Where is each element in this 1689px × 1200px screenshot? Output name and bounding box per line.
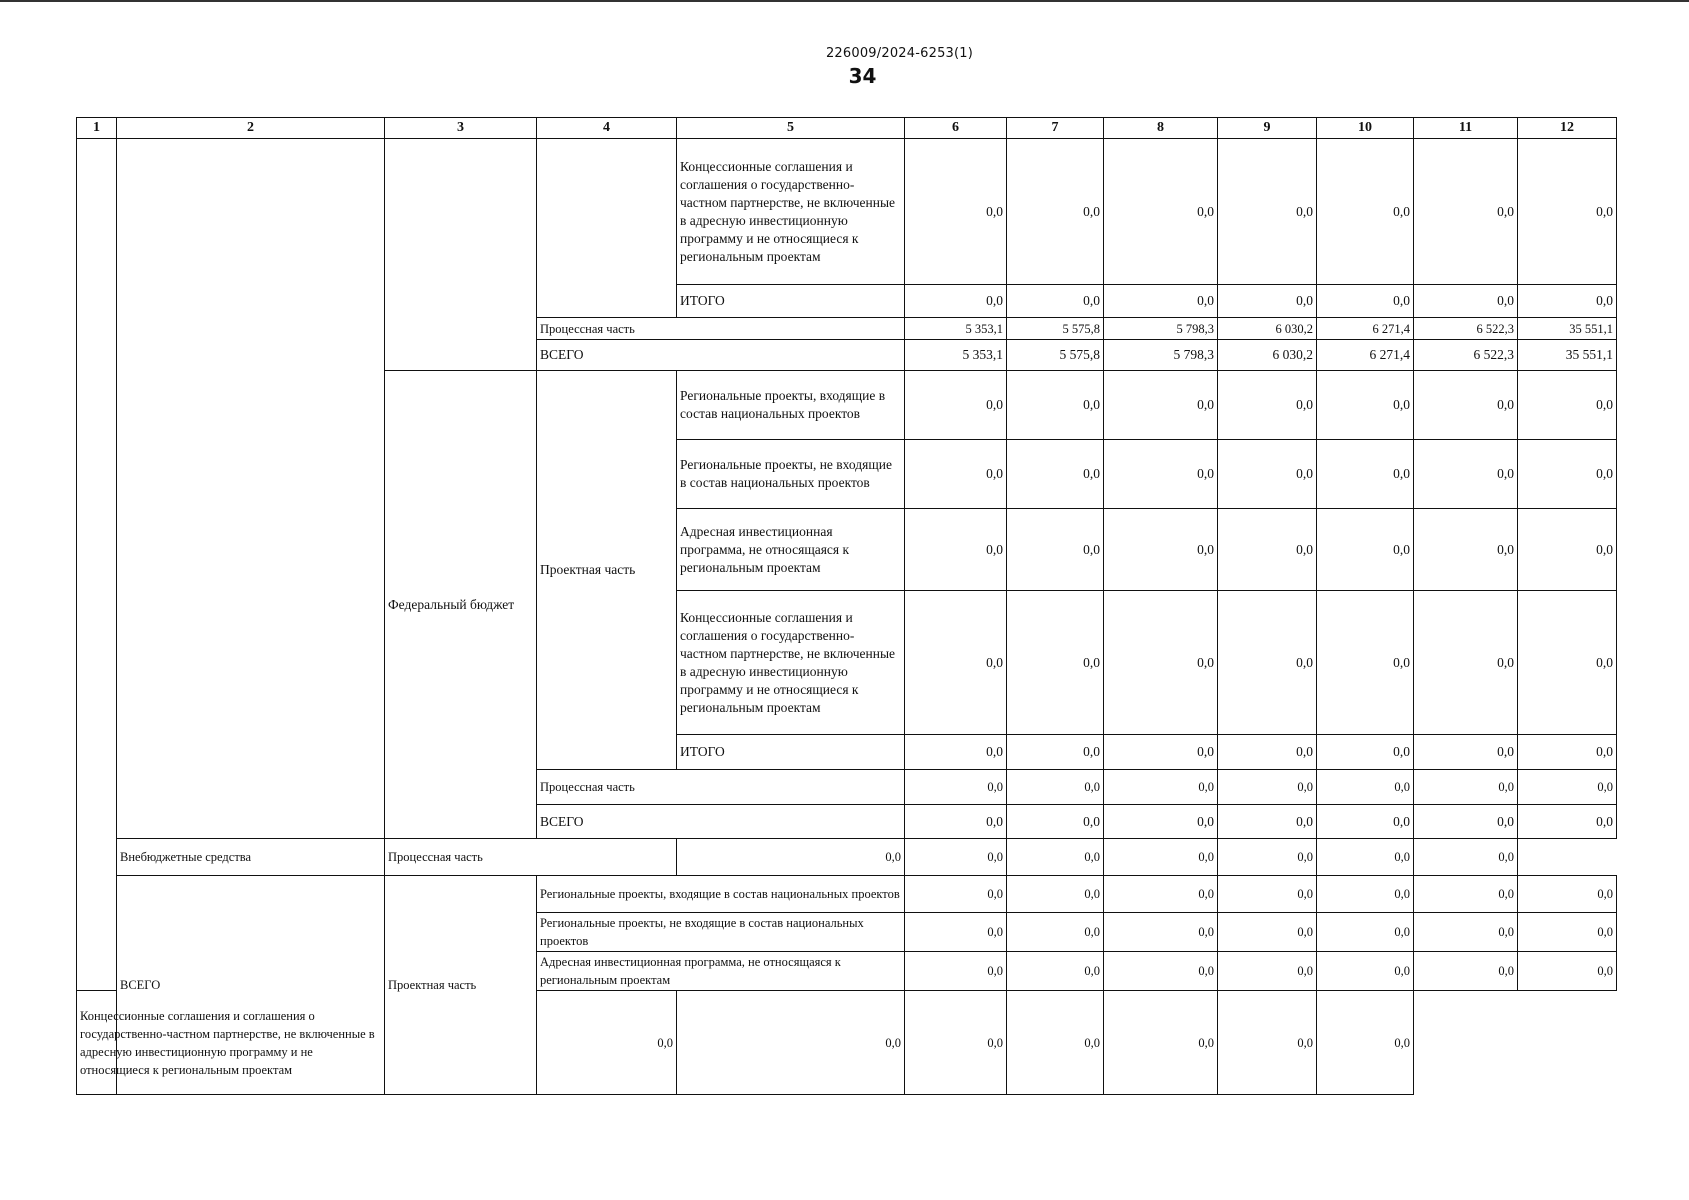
row-label: Процессная часть — [385, 839, 677, 876]
value-cell: 0,0 — [1218, 991, 1317, 1095]
value-cell: 0,0 — [905, 440, 1007, 509]
column-header: 5 — [677, 118, 905, 139]
table-cell — [385, 139, 537, 371]
value-cell: 0,0 — [905, 991, 1007, 1095]
row-label: Адресная инвестиционная программа, не относящаяся к региональным проектам — [537, 952, 905, 991]
value-cell: 0,0 — [1218, 591, 1317, 735]
value-cell: 0,0 — [537, 991, 677, 1095]
value-cell: 0,0 — [905, 952, 1007, 991]
value-cell: 0,0 — [1518, 591, 1617, 735]
value-cell: 6 522,3 — [1414, 318, 1518, 340]
value-cell: 0,0 — [1007, 591, 1104, 735]
value-cell: 6 030,2 — [1218, 318, 1317, 340]
value-cell: 0,0 — [1104, 913, 1218, 952]
value-cell: 0,0 — [905, 735, 1007, 770]
value-cell: 35 551,1 — [1518, 318, 1617, 340]
value-cell: 0,0 — [1518, 735, 1617, 770]
value-cell: 0,0 — [1414, 876, 1518, 913]
value-cell: 5 798,3 — [1104, 318, 1218, 340]
value-cell: 0,0 — [1317, 285, 1414, 318]
value-cell: 0,0 — [1317, 991, 1414, 1095]
row-label: Адресная инвестиционная программа, не относящаяся к региональным проектам — [677, 509, 905, 591]
row-label: ВСЕГО — [537, 805, 905, 839]
value-cell: 0,0 — [1104, 876, 1218, 913]
value-cell: 0,0 — [1104, 991, 1218, 1095]
value-cell: 0,0 — [1414, 839, 1518, 876]
grand-total-label: ВСЕГО — [117, 876, 385, 1095]
column-header: 10 — [1317, 118, 1414, 139]
value-cell: 6 271,4 — [1317, 340, 1414, 371]
row-label: Концессионные соглашения и соглашения о государственно-частном партнерстве, не включенные в адресную инвестиционную программу и не относящиеся к региональным проектам — [677, 591, 905, 735]
value-cell: 0,0 — [1414, 913, 1518, 952]
value-cell: 0,0 — [905, 913, 1007, 952]
value-cell: 0,0 — [1218, 285, 1317, 318]
value-cell: 0,0 — [905, 839, 1007, 876]
value-cell: 5 353,1 — [905, 318, 1007, 340]
value-cell: 6 522,3 — [1414, 340, 1518, 371]
value-cell: 0,0 — [1007, 770, 1104, 805]
column-header: 6 — [905, 118, 1007, 139]
column-header: 9 — [1218, 118, 1317, 139]
table-cell — [77, 139, 117, 991]
value-cell: 0,0 — [1007, 139, 1104, 285]
value-cell: 0,0 — [1518, 285, 1617, 318]
value-cell: 0,0 — [905, 805, 1007, 839]
section-project-part: Проектная часть — [385, 876, 537, 1095]
value-cell: 0,0 — [1007, 509, 1104, 591]
section-project-part: Проектная часть — [537, 371, 677, 770]
row-label: Процессная часть — [537, 770, 905, 805]
value-cell: 0,0 — [1218, 371, 1317, 440]
value-cell: 0,0 — [1317, 591, 1414, 735]
column-header: 11 — [1414, 118, 1518, 139]
value-cell: 0,0 — [1317, 913, 1414, 952]
value-cell: 0,0 — [1104, 770, 1218, 805]
value-cell: 0,0 — [1518, 876, 1617, 913]
value-cell: 0,0 — [905, 371, 1007, 440]
value-cell: 0,0 — [1414, 371, 1518, 440]
column-header: 2 — [117, 118, 385, 139]
row-label: ИТОГО — [677, 735, 905, 770]
value-cell: 0,0 — [1414, 805, 1518, 839]
value-cell: 0,0 — [905, 770, 1007, 805]
value-cell: 0,0 — [1218, 509, 1317, 591]
row-label: Концессионные соглашения и соглашения о государственно-частном партнерстве, не включенные в адресную инвестиционную программу и не относящиеся к региональным проектам — [677, 139, 905, 285]
column-number-row — [77, 118, 1617, 139]
value-cell: 0,0 — [1104, 735, 1218, 770]
source-extrabudget: Внебюджетные средства — [117, 839, 385, 876]
value-cell: 0,0 — [677, 991, 905, 1095]
value-cell: 0,0 — [1007, 371, 1104, 440]
value-cell: 0,0 — [1317, 876, 1414, 913]
table-row — [77, 876, 1617, 913]
value-cell: 0,0 — [1317, 839, 1414, 876]
value-cell: 0,0 — [1218, 805, 1317, 839]
table-cell — [117, 139, 385, 839]
value-cell: 0,0 — [677, 839, 905, 876]
value-cell: 0,0 — [1218, 440, 1317, 509]
value-cell: 0,0 — [1218, 876, 1317, 913]
value-cell: 0,0 — [1317, 805, 1414, 839]
value-cell: 6 271,4 — [1317, 318, 1414, 340]
value-cell: 0,0 — [1104, 839, 1218, 876]
table-cell — [537, 139, 677, 318]
value-cell: 0,0 — [1414, 952, 1518, 991]
table-row — [77, 839, 1617, 876]
value-cell: 0,0 — [1317, 371, 1414, 440]
value-cell: 0,0 — [1518, 139, 1617, 285]
value-cell: 0,0 — [1104, 371, 1218, 440]
value-cell: 0,0 — [1317, 139, 1414, 285]
value-cell: 5 353,1 — [905, 340, 1007, 371]
table-row — [77, 139, 1617, 285]
value-cell: 0,0 — [1518, 952, 1617, 991]
value-cell: 0,0 — [1414, 440, 1518, 509]
value-cell: 0,0 — [1104, 139, 1218, 285]
value-cell: 0,0 — [1414, 735, 1518, 770]
row-label: Региональные проекты, входящие в состав национальных проектов — [677, 371, 905, 440]
value-cell: 0,0 — [1007, 952, 1104, 991]
value-cell: 0,0 — [1104, 509, 1218, 591]
value-cell: 0,0 — [1007, 876, 1104, 913]
value-cell: 5 575,8 — [1007, 318, 1104, 340]
source-federal-budget: Федеральный бюджет — [385, 371, 537, 839]
value-cell: 0,0 — [1218, 770, 1317, 805]
value-cell: 0,0 — [1414, 509, 1518, 591]
value-cell: 0,0 — [1414, 139, 1518, 285]
value-cell: 0,0 — [1518, 371, 1617, 440]
row-label: Процессная часть — [537, 318, 905, 340]
value-cell: 0,0 — [905, 509, 1007, 591]
value-cell: 0,0 — [1218, 839, 1317, 876]
row-label: ИТОГО — [677, 285, 905, 318]
table-row — [77, 991, 1617, 1095]
column-header: 1 — [77, 118, 117, 139]
value-cell: 0,0 — [1518, 770, 1617, 805]
row-label: Региональные проекты, не входящие в состав национальных проектов — [537, 913, 905, 952]
value-cell: 0,0 — [1007, 991, 1104, 1095]
scan-edge-line — [0, 0, 1689, 2]
value-cell: 0,0 — [1218, 735, 1317, 770]
value-cell: 0,0 — [1317, 735, 1414, 770]
value-cell: 0,0 — [1104, 952, 1218, 991]
value-cell: 0,0 — [1104, 440, 1218, 509]
value-cell: 0,0 — [1518, 805, 1617, 839]
value-cell: 0,0 — [1104, 805, 1218, 839]
value-cell: 0,0 — [1414, 770, 1518, 805]
value-cell: 0,0 — [905, 591, 1007, 735]
value-cell: 0,0 — [1518, 440, 1617, 509]
value-cell: 0,0 — [1518, 509, 1617, 591]
value-cell: 0,0 — [1007, 805, 1104, 839]
row-label: Региональные проекты, входящие в состав национальных проектов — [537, 876, 905, 913]
document-registration-number: 226009/2024-6253(1) — [825, 46, 974, 61]
row-label: ВСЕГО — [537, 340, 905, 371]
value-cell: 0,0 — [1104, 591, 1218, 735]
value-cell: 0,0 — [905, 285, 1007, 318]
value-cell: 0,0 — [1317, 509, 1414, 591]
column-header: 7 — [1007, 118, 1104, 139]
value-cell: 0,0 — [1007, 839, 1104, 876]
row-label: Концессионные соглашения и соглашения о государственно-частном партнерстве, не включенные в адресную инвестиционную программу и не относящиеся к региональным проектам — [77, 991, 385, 1095]
column-header: 3 — [385, 118, 537, 139]
page-number: 34 — [848, 64, 877, 88]
value-cell: 0,0 — [1317, 952, 1414, 991]
column-header: 12 — [1518, 118, 1617, 139]
value-cell: 0,0 — [1218, 913, 1317, 952]
value-cell: 0,0 — [1007, 440, 1104, 509]
value-cell: 0,0 — [905, 139, 1007, 285]
value-cell: 0,0 — [1007, 285, 1104, 318]
column-header: 4 — [537, 118, 677, 139]
value-cell: 0,0 — [1007, 735, 1104, 770]
row-label: Региональные проекты, не входящие в состав национальных проектов — [677, 440, 905, 509]
value-cell: 0,0 — [1218, 139, 1317, 285]
value-cell: 0,0 — [1317, 770, 1414, 805]
value-cell: 0,0 — [1414, 591, 1518, 735]
column-header: 8 — [1104, 118, 1218, 139]
value-cell: 5 575,8 — [1007, 340, 1104, 371]
value-cell: 0,0 — [1414, 285, 1518, 318]
value-cell: 0,0 — [1104, 285, 1218, 318]
budget-table — [76, 117, 1617, 1095]
value-cell: 0,0 — [1317, 440, 1414, 509]
value-cell: 0,0 — [1007, 913, 1104, 952]
value-cell: 0,0 — [1218, 952, 1317, 991]
value-cell: 5 798,3 — [1104, 340, 1218, 371]
value-cell: 0,0 — [905, 876, 1007, 913]
value-cell: 6 030,2 — [1218, 340, 1317, 371]
value-cell: 35 551,1 — [1518, 340, 1617, 371]
value-cell: 0,0 — [1518, 913, 1617, 952]
